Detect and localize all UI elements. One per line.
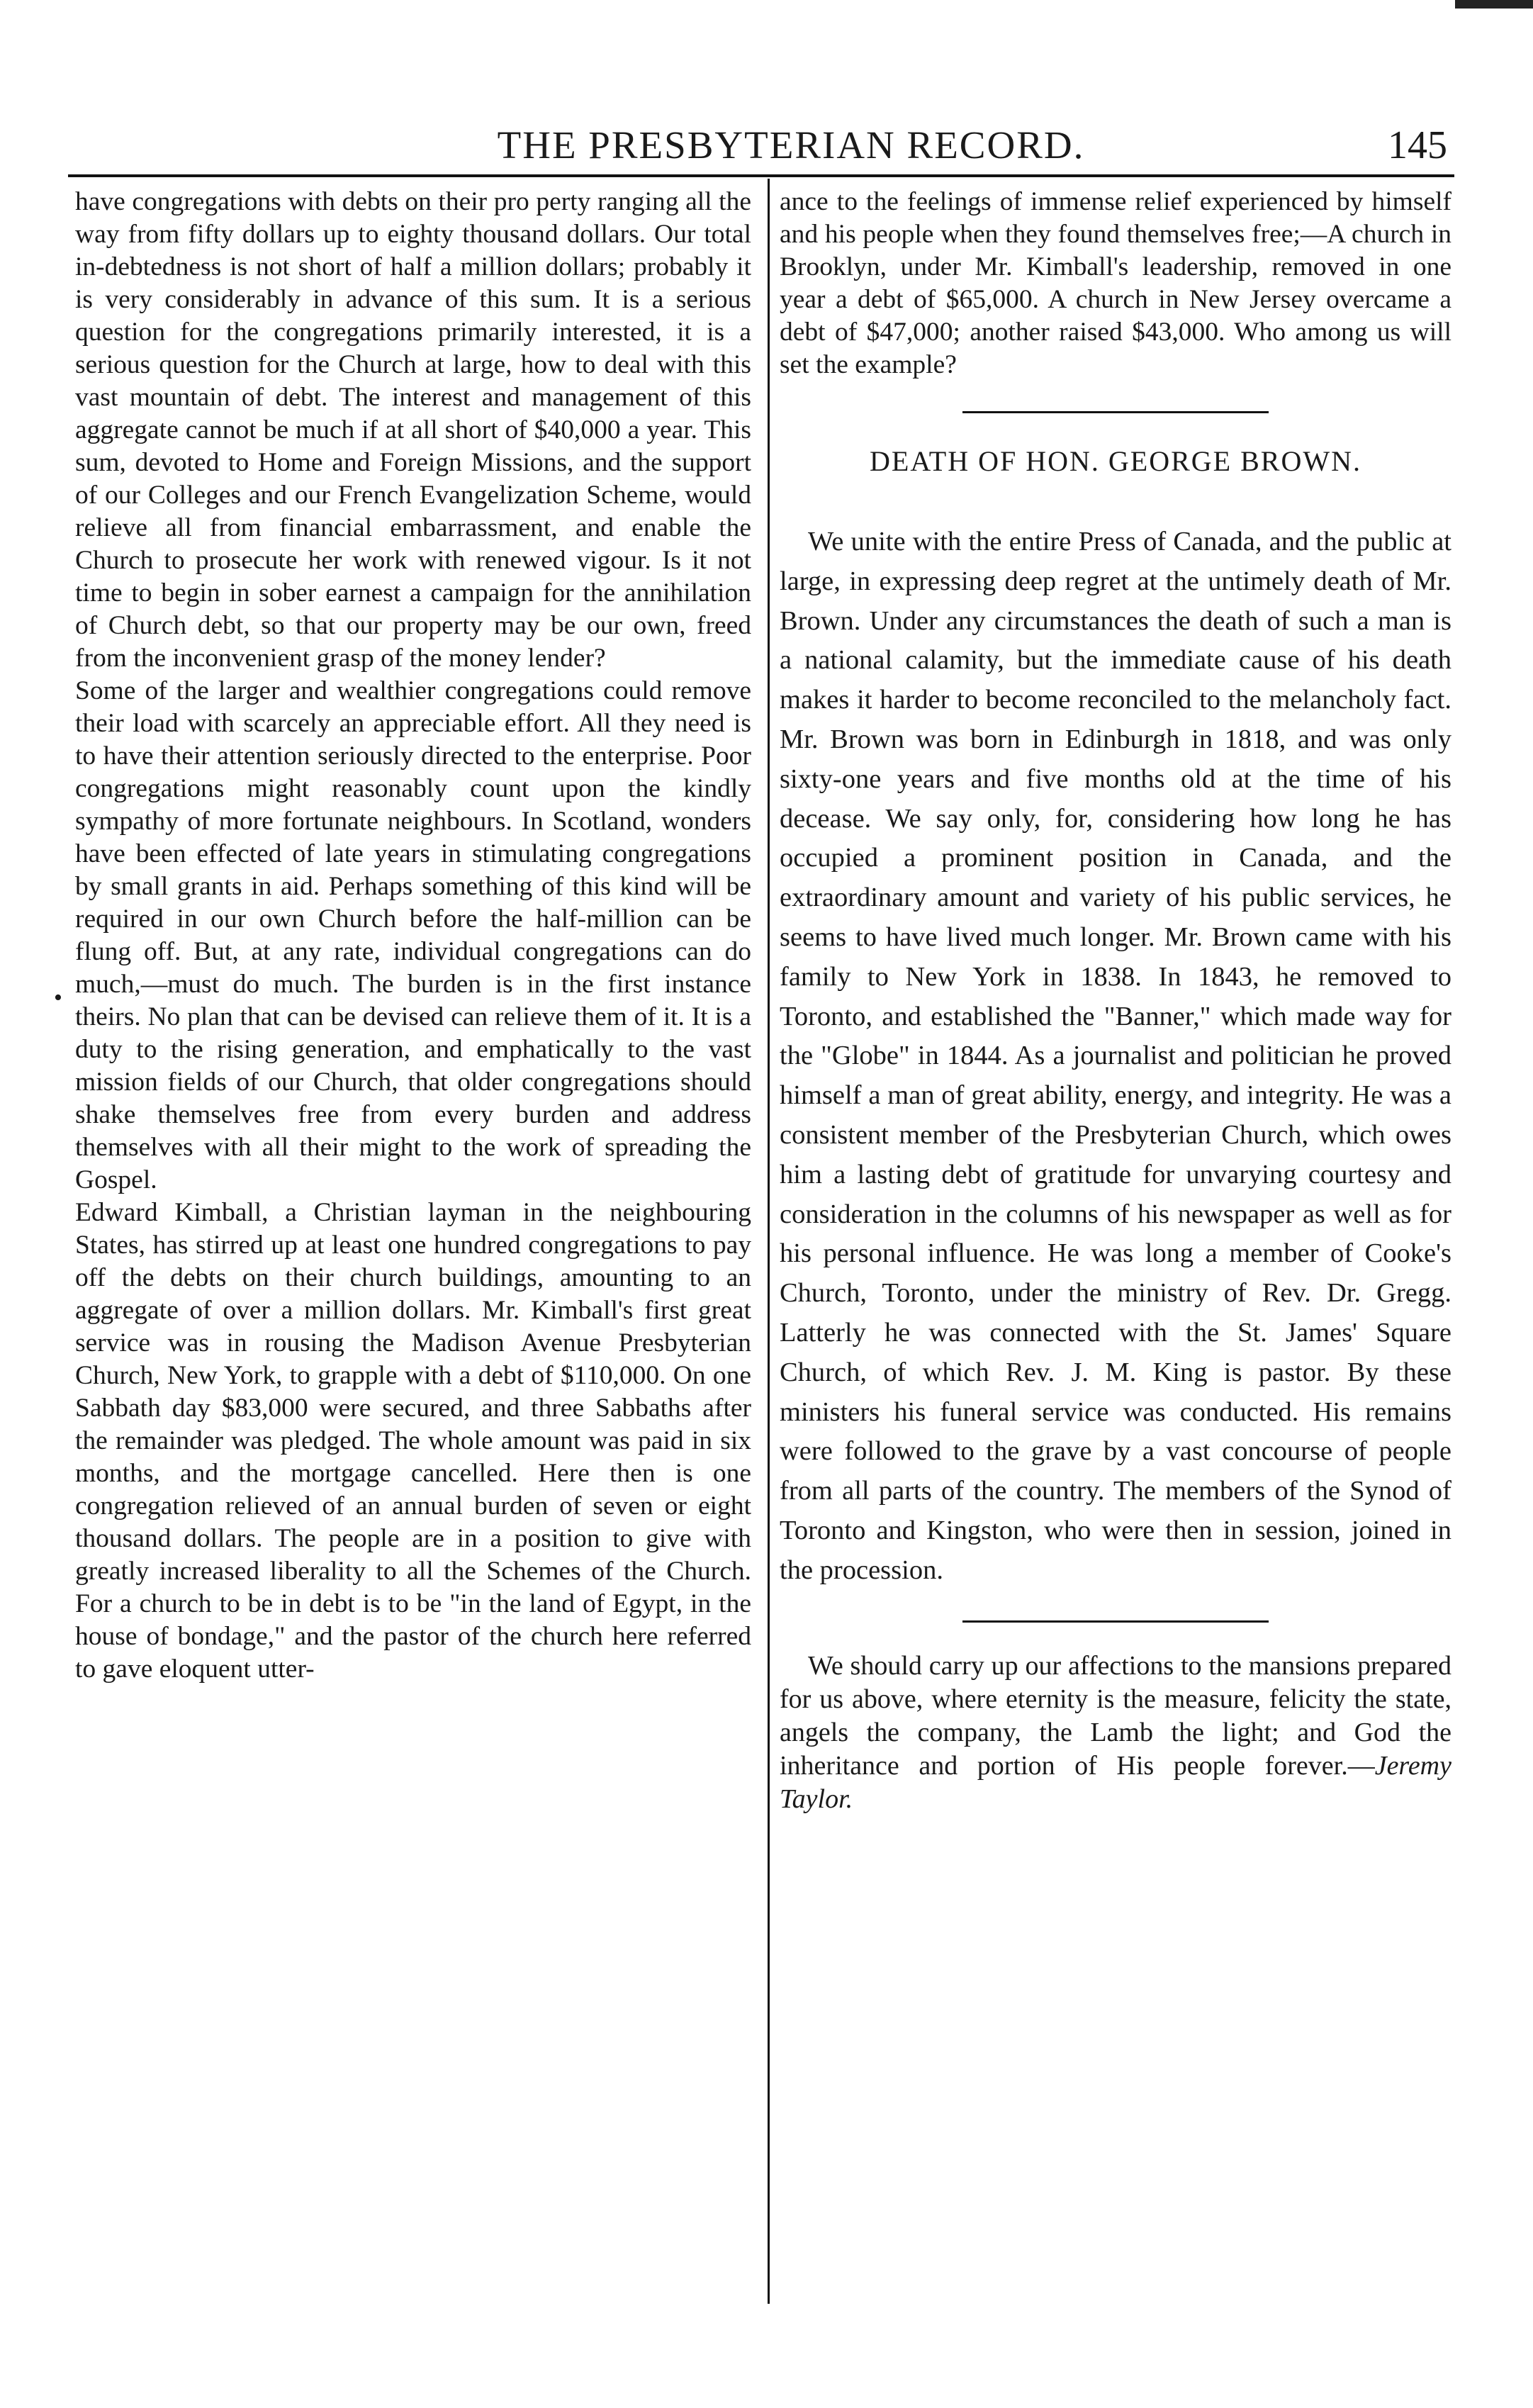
header-rule	[68, 174, 1454, 177]
publication-title: THE PRESBYTERIAN RECORD.	[497, 123, 1085, 167]
church-debt-paragraph-1: have congregations with debts on their pro perty ranging all the way from fifty dollars up to eighty thousand dollars. Our total in-debtedness is not short of half a million dollars; probably it is very considerably in advance of this sum. It is a serious question for the congregations primarily interested, it is a serious question for the Church at large, how to deal with this vast mountain of debt. The interest and management of this aggregate cannot be much if at all short of $40,000 a year. This sum, devoted to Home and Foreign Missions, and the support of our Colleges and our French Evangelization Scheme, would relieve all from financial embarrassment, and enable the Church to prosecute her work with renewed vigour. Is it not time to begin in sober earnest a campaign for the annihilation of Church debt, so that our property may be our own, freed from the inconvenient grasp of the money lender?	[75, 187, 751, 673]
page-number: 145	[1388, 123, 1447, 167]
section-divider-2	[962, 1620, 1269, 1623]
obituary-text: We unite with the entire Press of Canada, and the public at large, in expressing deep regret at the untimely death of Mr. Brown. Under any circumstances the death of such a man is a national calamity, but the immediate cause of his death makes it harder to become reconciled to the melancholy fact. Mr. Brown was born in Edinburgh in 1818, and was only sixty-one years and five months old at the time of his decease. We say only, for, considering how long he has occupied a prominent position in Canada, and the extraordinary amount and variety of his public services, he seems to have lived much longer. Mr. Brown came with his family to New York in 1838. In 1843, he removed to Toronto, and established the "Banner," which made way for the "Globe" in 1844. As a journalist and politician he proved himself a man of great ability, energy, and integrity. He was a consistent member of the Presbyterian Church, which owes him a lasting debt of gratitude for unvarying courtesy and consideration in the columns of his newspaper as well as for his personal influence. He was long a member of Cooke's Church, Toronto, under the ministry of Rev. Dr. Gregg. Latterly he was connected with the St. James' Square Church, of which Rev. J. M. King is pastor. By these ministers his funeral service was conducted. His remains were followed to the grave by a vast concourse of people from all parts of the country. The members of the Synod of Toronto and Kingston, who were then in session, joined in the procession.	[780, 527, 1451, 1585]
section-divider-1	[962, 411, 1269, 413]
corner-print-mark	[1455, 0, 1533, 9]
right-column	[780, 186, 1451, 1816]
quote-text: We should carry up our affections to the mansions prepared for us above, where eternity is the measure, felicity the state, angels the company, the Lamb the light; and God the inheritance and portion of His people forever.—	[780, 1650, 1451, 1781]
quote-paragraph	[780, 1650, 1451, 1816]
church-debt-paragraph-2: Some of the larger and wealthier congregations could remove their load with scarcely an appreciable effort. All they need is to have their attention seriously directed to the enterprise. Poor congregations might reasonably count upon the kindly sympathy of more fortunate neighbours. In Scotland, wonders have been effected of late years in stimulating congregations by small grants in aid. Perhaps something of this kind will be required in our own Church before the half-million can be flung off. But, at any rate, individual congregations can do much,—must do much. The burden is in the first instance theirs. No plan that can be devised can relieve them of it. It is a duty to the rising generation, and emphatically to the vast mission fields of our Church, that older congregations should shake themselves free from every burden and address themselves with all their might to the work of spreading the Gospel.	[75, 676, 751, 1194]
quote-author: Jeremy Taylor.	[780, 1750, 1451, 1814]
page-header	[68, 119, 1457, 172]
left-column	[75, 186, 751, 1686]
closing-quote	[780, 1650, 1451, 1816]
church-debt-paragraph-3: Edward Kimball, a Christian layman in the neighbouring States, has stirred up at least one hundred congregations to pay off the debts on their church buildings, amounting to an aggregate of over a million dollars. Mr. Kimball's first great service was in rousing the Madison Avenue Presbyterian Church, New York, to grapple with a debt of $110,000. On one Sabbath day $83,000 were secured, and three Sabbaths after the remainder was pledged. The whole amount was paid in six months, and the mortgage cancelled. Here then is one congregation relieved of an annual burden of seven or eight thousand dollars. The people are in a position to give with greatly increased liberality to all the Schemes of the Church. For a church to be in debt is to be "in the land of Egypt, in the house of bondage," and the pastor of the church here referred to gave eloquent utter-	[75, 1198, 751, 1684]
obituary-body	[780, 522, 1451, 1591]
margin-mark: •	[54, 985, 62, 1011]
continued-paragraph: ance to the feelings of immense relief experienced by himself and his people when they found themselves free;—A church in Brooklyn, under Mr. Kimball's leadership, removed in one year a debt of $65,000. A church in New Jersey overcame a debt of $47,000; another raised $43,000. Who among us will set the example?	[780, 187, 1451, 379]
column-divider	[768, 179, 770, 2304]
obituary-heading: DEATH OF HON. GEORGE BROWN.	[870, 445, 1361, 477]
